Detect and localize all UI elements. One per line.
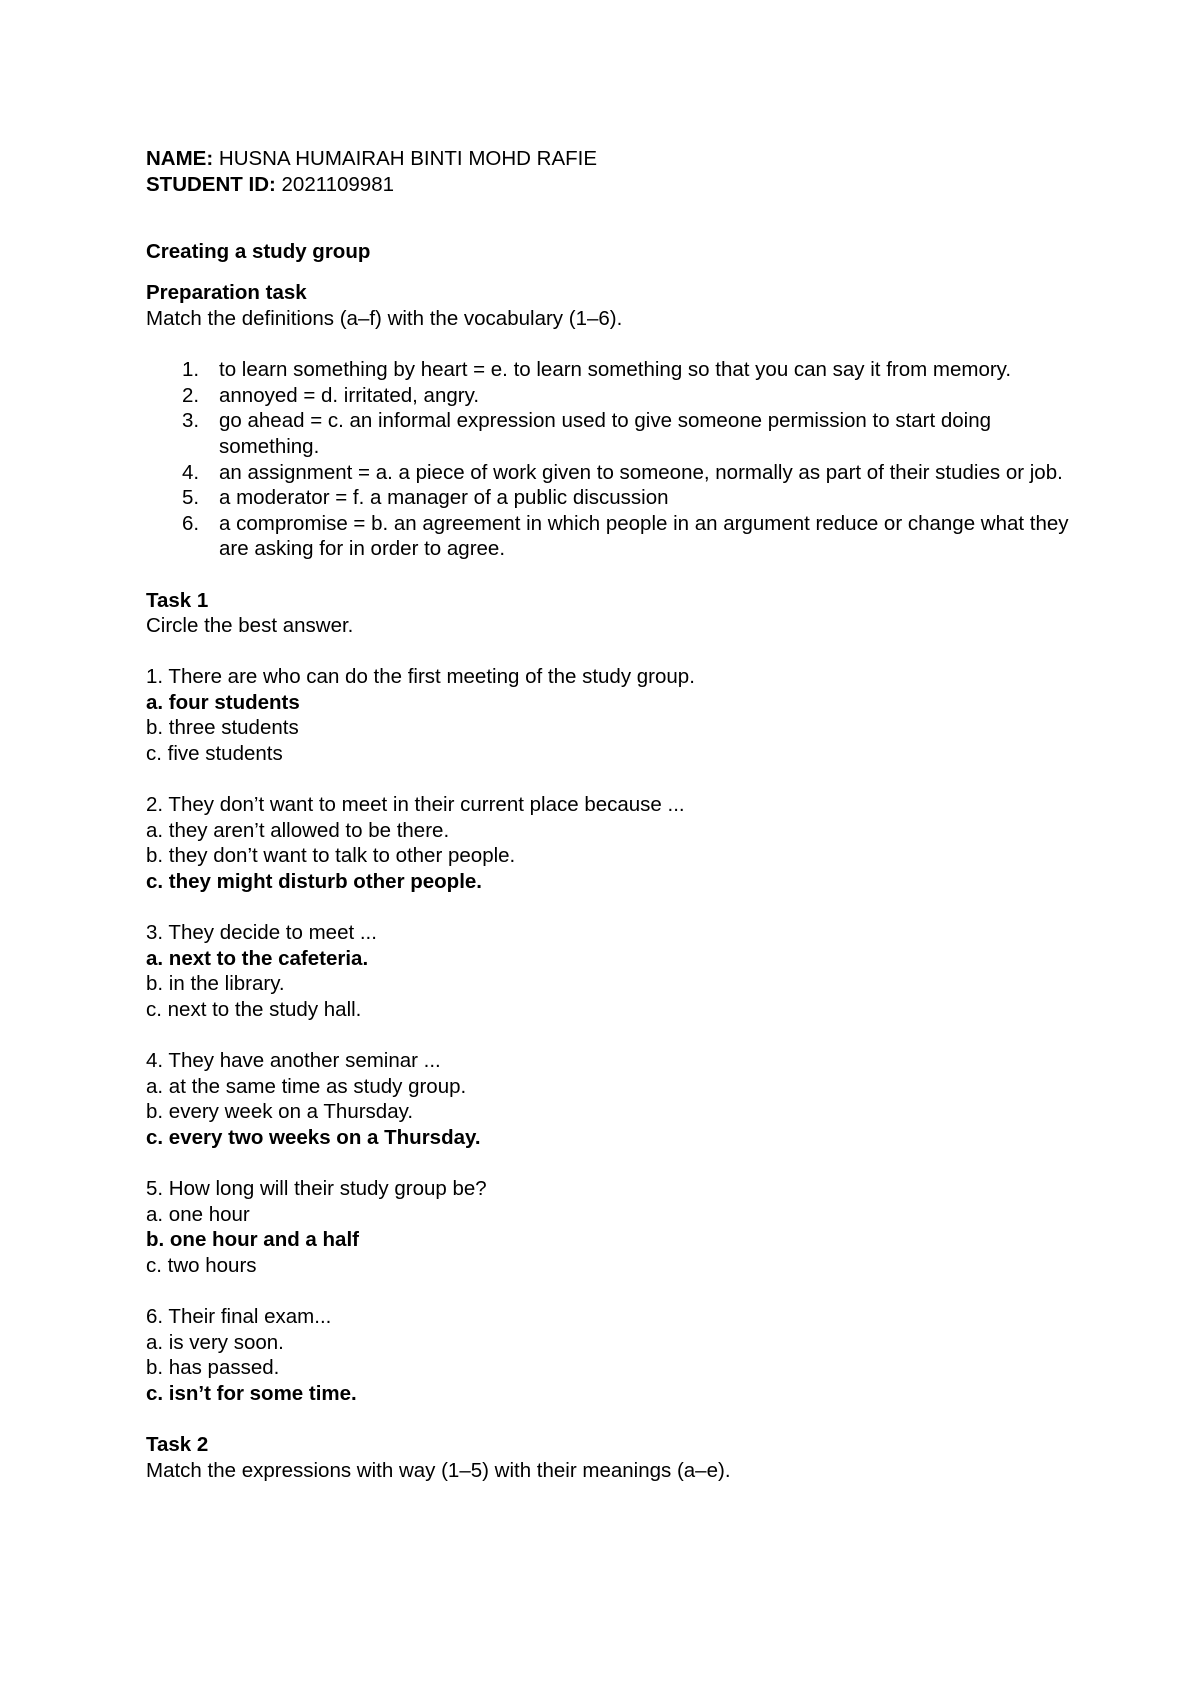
answer-option[interactable]: a. they aren’t allowed to be there. — [146, 818, 450, 842]
preparation-instruction: Match the definitions (a–f) with the vocabulary (1–6). — [146, 306, 623, 330]
student-name: NAME: HUSNA HUMAIRAH BINTI MOHD RAFIE — [146, 147, 598, 170]
answer-option-selected[interactable]: a. four students — [146, 690, 300, 714]
list-item: 5. a moderator = f. a manager of a public discussion — [182, 486, 669, 510]
task2-instruction: Match the expressions with way (1–5) with their meanings (a–e). — [146, 1458, 731, 1482]
answer-option-selected[interactable]: c. isn’t for some time. — [146, 1381, 357, 1405]
answer-option-selected[interactable]: c. every two weeks on a Thursday. — [146, 1125, 481, 1149]
answer-option[interactable]: c. next to the study hall. — [146, 998, 362, 1021]
answer-option[interactable]: b. they don’t want to talk to other people. — [146, 844, 516, 868]
list-item: 1. to learn something by heart = e. to learn something so that you can say it from memory. — [182, 358, 1012, 382]
document-title: Creating a study group — [146, 239, 371, 263]
document-page — [146, 146, 1076, 1483]
answer-option-selected[interactable]: c. they might disturb other people. — [146, 870, 482, 894]
list-item: 6. a compromise = b. an agreement in which people in an argument reduce or change what they are asking for in order to agree. — [182, 511, 1069, 561]
answer-option[interactable]: b. has passed. — [146, 1356, 280, 1380]
answer-option[interactable]: a. is very soon. — [146, 1330, 284, 1354]
list-item: 4. an assignment = a. a piece of work given to someone, normally as part of their studies or job. — [182, 460, 1063, 484]
question-block — [146, 920, 1076, 1022]
vocabulary-list — [146, 357, 1076, 562]
answer-option[interactable]: c. two hours — [146, 1253, 257, 1277]
answer-option[interactable]: b. every week on a Thursday. — [146, 1100, 414, 1124]
question-block — [146, 1176, 1076, 1278]
answer-option-selected[interactable]: b. one hour and a half — [146, 1228, 359, 1252]
question-text: 3. They decide to meet ... — [146, 921, 377, 945]
question-block — [146, 1304, 1076, 1406]
question-block — [146, 792, 1076, 894]
question-block — [146, 664, 1076, 766]
question-text: 4. They have another seminar ... — [146, 1049, 441, 1073]
question-block — [146, 1048, 1076, 1150]
task1-heading: Task 1 — [146, 588, 209, 612]
answer-option[interactable]: a. one hour — [146, 1202, 250, 1226]
answer-option-selected[interactable]: a. next to the cafeteria. — [146, 946, 369, 970]
question-text: 6. Their final exam... — [146, 1305, 332, 1329]
question-text: 5. How long will their study group be? — [146, 1177, 487, 1201]
question-text: 2. They don’t want to meet in their current place because ... — [146, 793, 685, 817]
list-item: 3. go ahead = c. an informal expression used to give someone permission to start doing something. — [182, 409, 992, 458]
task1-instruction: Circle the best answer. — [146, 614, 354, 638]
answer-option[interactable]: b. three students — [146, 716, 299, 740]
preparation-heading: Preparation task — [146, 281, 307, 305]
list-item: 2. annoyed = d. irritated, angry. — [182, 383, 480, 407]
student-id: STUDENT ID: 2021109981 — [146, 172, 395, 196]
answer-option[interactable]: b. in the library. — [146, 972, 285, 996]
question-text: 1. There are who can do the first meeting of the study group. — [146, 665, 695, 689]
answer-option[interactable]: c. five students — [146, 742, 283, 766]
task2-heading: Task 2 — [146, 1433, 209, 1457]
answer-option[interactable]: a. at the same time as study group. — [146, 1074, 467, 1098]
